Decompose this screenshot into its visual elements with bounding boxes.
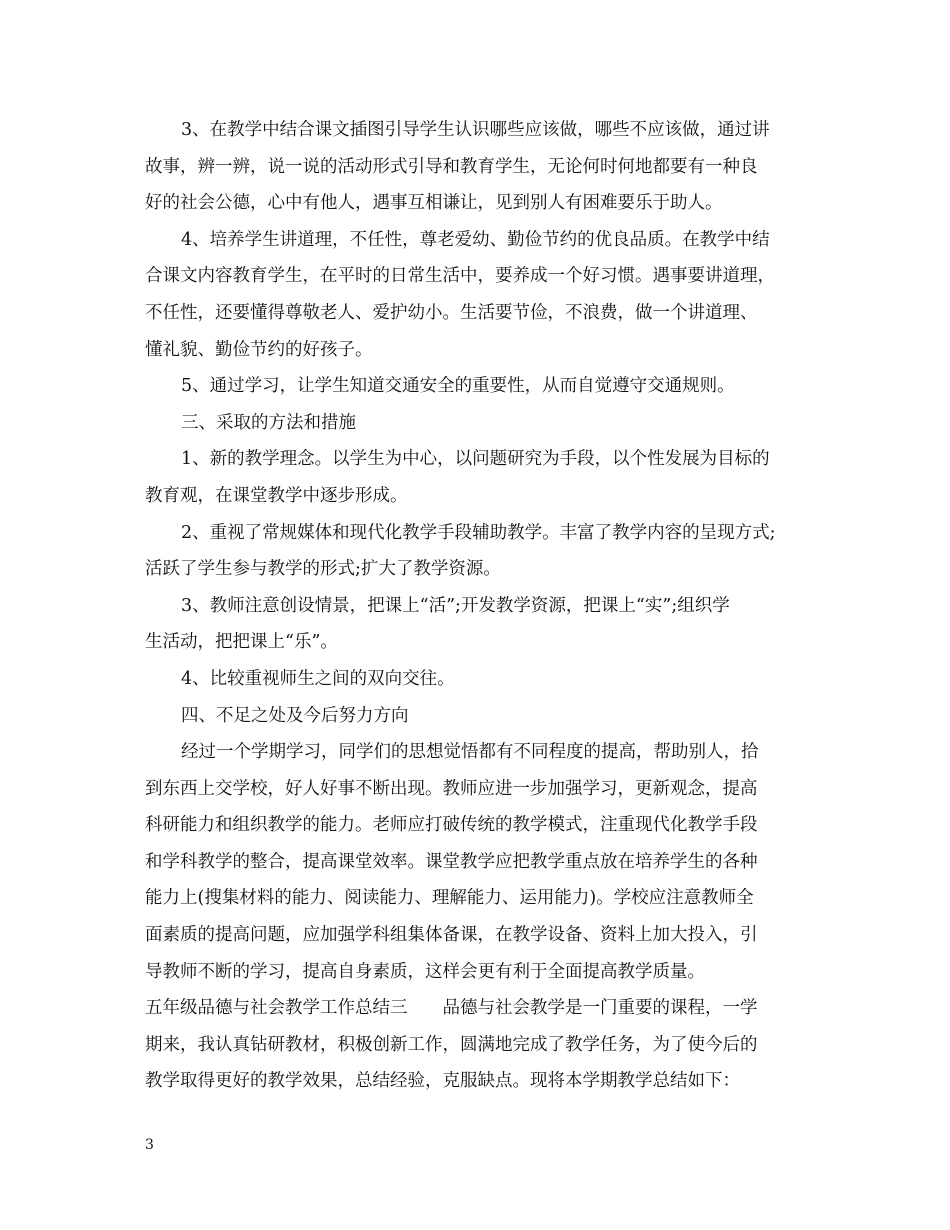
text-line: 期来，我认真钻研教材，积极创新工作，圆满地完成了教学任务，为了使今后的: [145, 1034, 758, 1055]
text-line: 5、通过学习，让学生知道交通安全的重要性，从而自觉遵守交通规则。: [181, 376, 735, 397]
text-line: 经过一个学期学习，同学们的思想觉悟都有不同程度的提高，帮助别人，拾: [181, 742, 759, 763]
text-line: 五年级品德与社会教学工作总结三 品德与社会教学是一门重要的课程，一学: [145, 998, 758, 1019]
text-line: 面素质的提高问题，应加强学科组集体备课，在教学设备、资料上加大投入，引: [145, 925, 758, 946]
text-line: 4、比较重视师生之间的双向交往。: [181, 668, 455, 689]
text-line: 生活动，把把课上“乐”。: [145, 632, 338, 653]
text-line: 1、新的教学理念。以学生为中心，以问题研究为手段，以个性发展为目标的: [181, 449, 770, 470]
text-line: 懂礼貌、勤俭节约的好孩子。: [145, 339, 373, 360]
text-line: 能力上(搜集材料的能力、阅读能力、理解能力、运用能力)。学校应注意教师全: [145, 888, 754, 909]
text-line: 故事，辨一辨，说一说的活动形式引导和教育学生，无论何时何地都要有一种良: [145, 156, 758, 177]
text-line: 三、采取的方法和措施: [181, 412, 356, 433]
text-line: 2、重视了常规媒体和现代化教学手段辅助教学。丰富了教学内容的呈现方式;: [181, 522, 776, 543]
text-line: 教育观，在课堂教学中逐步形成。: [145, 485, 408, 506]
page-number: 3: [145, 1137, 154, 1153]
text-line: 教学取得更好的教学效果，总结经验，克服缺点。现将本学期教学总结如下：: [145, 1071, 740, 1092]
document-body: [145, 112, 810, 1100]
text-line: 活跃了学生参与教学的形式;扩大了教学资源。: [145, 559, 501, 580]
text-line: 4、培养学生讲道理，不任性，尊老爱幼、勤俭节约的优良品质。在教学中结: [181, 229, 770, 250]
text-line: 不任性，还要懂得尊敬老人、爱护幼小。生活要节俭，不浪费，做一个讲道理、: [145, 302, 758, 323]
text-line: 到东西上交学校，好人好事不断出现。教师应进一步加强学习，更新观念，提高: [145, 778, 758, 799]
text-line: 和学科教学的整合，提高课堂效率。课堂教学应把教学重点放在培养学生的各种: [145, 851, 758, 872]
text-line: 3、在教学中结合课文插图引导学生认识哪些应该做，哪些不应该做，通过讲: [181, 120, 770, 140]
text-line: 合课文内容教育学生，在平时的日常生活中，要养成一个好习惯。遇事要讲道理，: [145, 266, 775, 287]
text-line: 3、教师注意创设情景，把课上“活”;开发教学资源，把课上“实”;组织学: [181, 595, 730, 616]
text-line: 科研能力和组织教学的能力。老师应打破传统的教学模式，注重现代化教学手段: [145, 815, 758, 836]
text-line: 导教师不断的学习，提高自身素质，这样会更有利于全面提高教学质量。: [145, 961, 705, 982]
text-line: 四、不足之处及今后努力方向: [181, 705, 409, 726]
text-line: 好的社会公德，心中有他人，遇事互相谦让，见到别人有困难要乐于助人。: [145, 193, 723, 214]
